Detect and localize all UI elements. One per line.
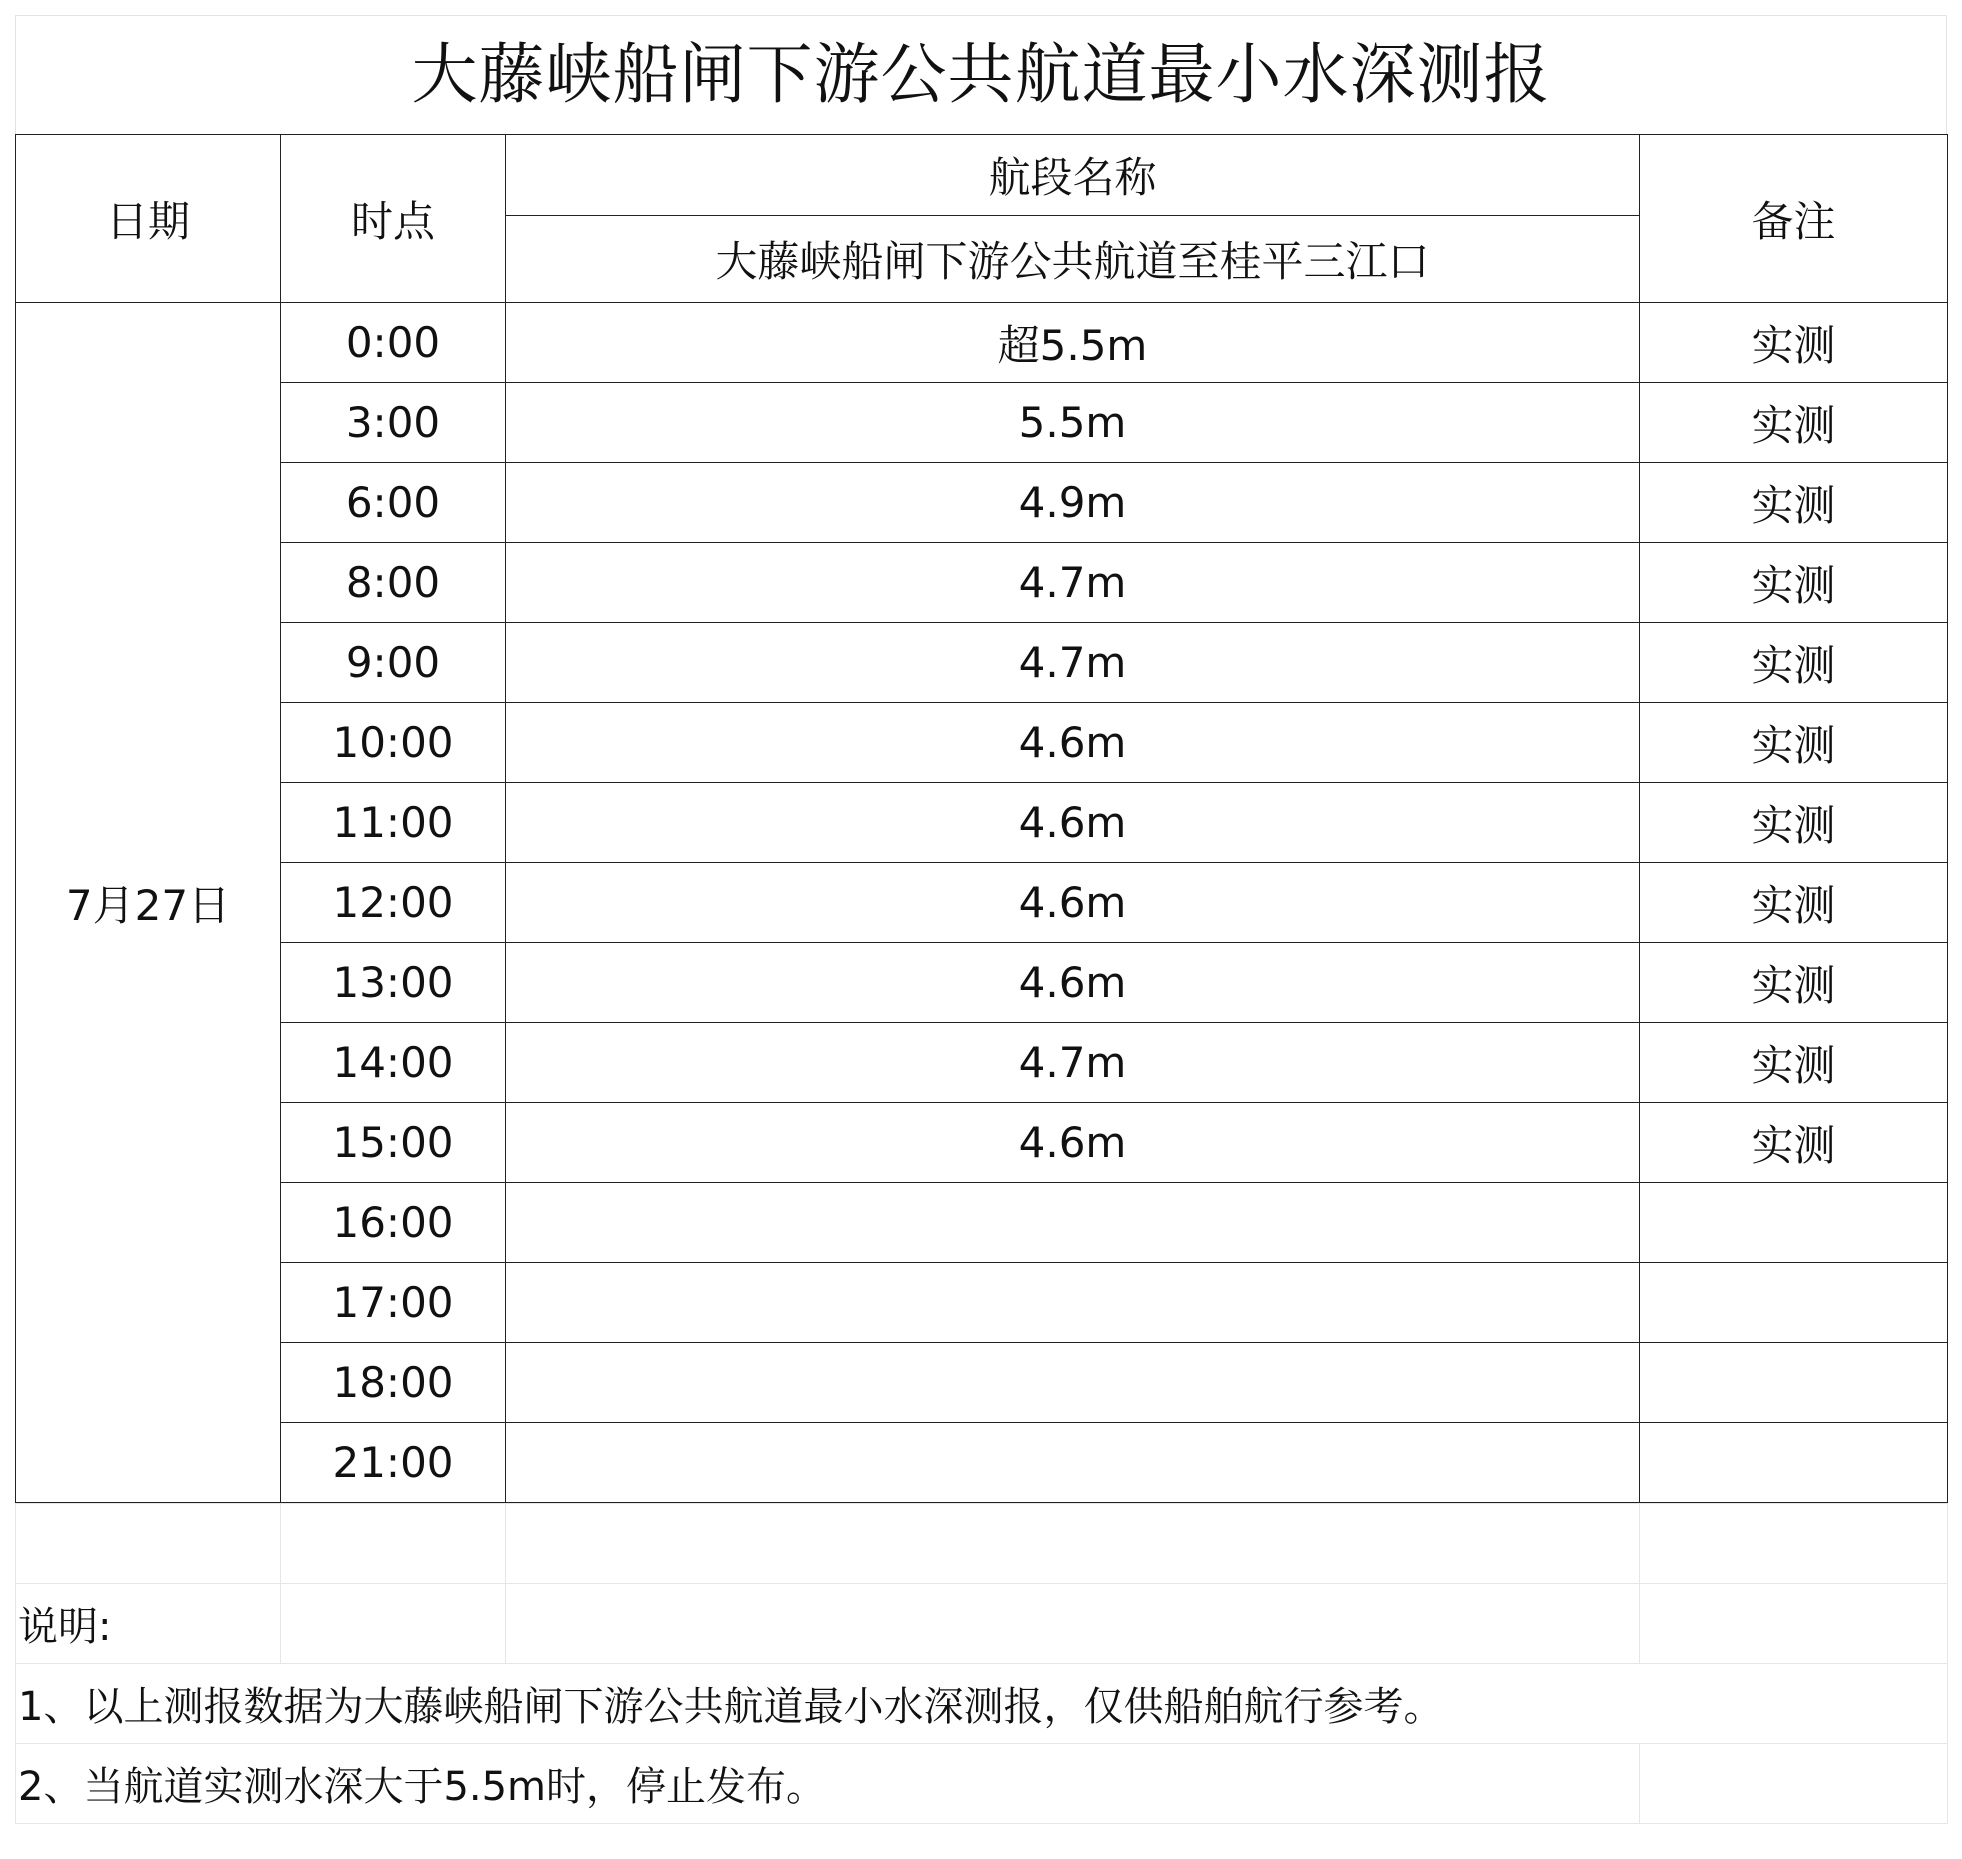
depth-cell: 5.5m [506, 383, 1640, 463]
date-header: 日期 [16, 135, 281, 303]
table-row [16, 543, 1948, 623]
table-row [16, 1023, 1948, 1103]
remark-cell [1640, 1263, 1948, 1343]
spacer-cell [281, 1504, 506, 1584]
spacer-row [16, 1504, 1948, 1584]
depth-cell: 4.7m [506, 543, 1640, 623]
table-row [16, 783, 1948, 863]
remark-cell: 实测 [1640, 543, 1948, 623]
depth-cell: 4.7m [506, 1023, 1640, 1103]
time-cell: 18:00 [281, 1343, 506, 1423]
remark-cell: 实测 [1640, 943, 1948, 1023]
time-cell: 0:00 [281, 303, 506, 383]
time-cell: 17:00 [281, 1263, 506, 1343]
note-row [16, 1664, 1948, 1744]
table-row [16, 383, 1948, 463]
spacer-cell [506, 1504, 1640, 1584]
header-row [16, 135, 1948, 216]
spacer-cell [281, 1584, 506, 1664]
report-sheet [15, 15, 1947, 1824]
depth-cell: 4.6m [506, 703, 1640, 783]
time-cell: 15:00 [281, 1103, 506, 1183]
table-row [16, 703, 1948, 783]
depth-cell: 4.6m [506, 863, 1640, 943]
table-row [16, 1423, 1948, 1503]
notes-table [15, 1503, 1948, 1824]
depth-cell [506, 1343, 1640, 1423]
time-cell: 9:00 [281, 623, 506, 703]
remark-cell [1640, 1183, 1948, 1263]
note-row [16, 1744, 1948, 1824]
depth-cell: 4.9m [506, 463, 1640, 543]
time-cell: 14:00 [281, 1023, 506, 1103]
segment-header: 航段名称 [506, 135, 1640, 216]
depth-cell: 4.6m [506, 1103, 1640, 1183]
table-row [16, 1343, 1948, 1423]
table-row [16, 1183, 1948, 1263]
depth-table [15, 134, 1948, 1503]
table-row [16, 623, 1948, 703]
time-cell: 21:00 [281, 1423, 506, 1503]
table-row [16, 463, 1948, 543]
notes-heading-row [16, 1584, 1948, 1664]
note-item-2: 2、当航道实测水深大于5.5m时，停止发布。 [16, 1744, 1640, 1824]
remark-cell: 实测 [1640, 703, 1948, 783]
remark-header: 备注 [1640, 135, 1948, 303]
note-item-1: 1、以上测报数据为大藤峡船闸下游公共航道最小水深测报，仅供船舶航行参考。 [16, 1664, 1948, 1744]
remark-cell: 实测 [1640, 783, 1948, 863]
time-cell: 12:00 [281, 863, 506, 943]
time-cell: 3:00 [281, 383, 506, 463]
spacer-cell [16, 1504, 281, 1584]
spacer-cell [1640, 1744, 1948, 1824]
depth-cell [506, 1263, 1640, 1343]
table-row [16, 863, 1948, 943]
depth-cell: 4.7m [506, 623, 1640, 703]
segment-name: 大藤峡船闸下游公共航道至桂平三江口 [506, 216, 1640, 303]
time-cell: 13:00 [281, 943, 506, 1023]
depth-cell [506, 1183, 1640, 1263]
depth-cell: 4.6m [506, 943, 1640, 1023]
spacer-cell [1640, 1584, 1948, 1664]
remark-cell: 实测 [1640, 623, 1948, 703]
remark-cell [1640, 1343, 1948, 1423]
remark-cell: 实测 [1640, 383, 1948, 463]
report-title: 大藤峡船闸下游公共航道最小水深测报 [15, 15, 1947, 134]
time-cell: 10:00 [281, 703, 506, 783]
table-row [16, 303, 1948, 383]
table-row [16, 943, 1948, 1023]
remark-cell: 实测 [1640, 303, 1948, 383]
remark-cell [1640, 1423, 1948, 1503]
remark-cell: 实测 [1640, 1023, 1948, 1103]
depth-cell: 4.6m [506, 783, 1640, 863]
table-row [16, 1103, 1948, 1183]
remark-cell: 实测 [1640, 863, 1948, 943]
time-cell: 6:00 [281, 463, 506, 543]
date-cell: 7月27日 [16, 303, 281, 1503]
time-cell: 16:00 [281, 1183, 506, 1263]
notes-heading: 说明: [16, 1584, 281, 1664]
depth-cell [506, 1423, 1640, 1503]
spacer-cell [1640, 1504, 1948, 1584]
time-header: 时点 [281, 135, 506, 303]
time-cell: 11:00 [281, 783, 506, 863]
table-row [16, 1263, 1948, 1343]
time-cell: 8:00 [281, 543, 506, 623]
spacer-cell [506, 1584, 1640, 1664]
remark-cell: 实测 [1640, 1103, 1948, 1183]
remark-cell: 实测 [1640, 463, 1948, 543]
depth-cell: 超5.5m [506, 303, 1640, 383]
